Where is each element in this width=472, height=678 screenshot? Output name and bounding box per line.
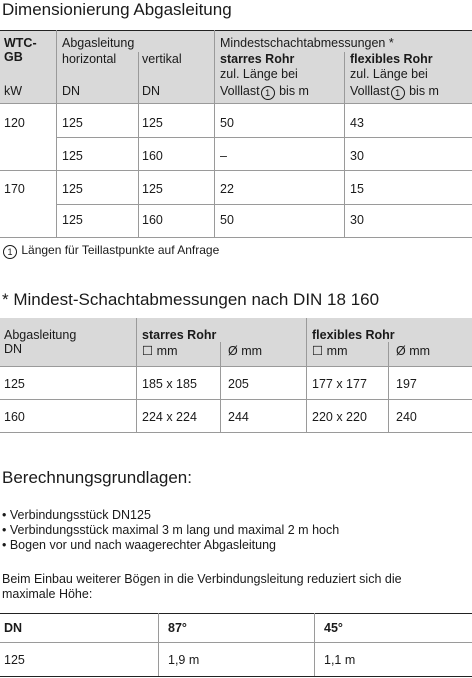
row-rule [0, 170, 472, 171]
list-item: • Bogen vor und nach waagerechter Abgasleitung [2, 538, 277, 552]
paragraph-line: maximale Höhe: [2, 587, 93, 601]
cell-horizontal: 125 [62, 182, 83, 196]
header-abgasleitung: Abgasleitung [4, 328, 77, 342]
table-top-rule [0, 30, 472, 31]
cell-flexibles: 43 [350, 116, 364, 130]
header-dn-horizontal: DN [62, 84, 81, 98]
cell-kw: 120 [4, 116, 25, 130]
header-87-degree: 87° [168, 621, 187, 635]
paragraph-line: Beim Einbau weiterer Bögen in die Verbindungsleitung reduziert sich die [2, 572, 402, 586]
cell-starres-diameter: 244 [228, 410, 249, 424]
col-divider [136, 318, 137, 432]
header-gb: GB [4, 50, 23, 64]
col-divider [56, 30, 57, 238]
col-divider [214, 30, 215, 238]
header-kw: kW [4, 84, 23, 98]
col-divider [138, 52, 139, 238]
cell-horizontal: 125 [62, 149, 83, 163]
header-horizontal: horizontal [62, 52, 117, 66]
col-divider [306, 318, 307, 432]
circled-one-icon: 1 [3, 245, 17, 259]
col-divider [314, 613, 315, 676]
col-divider [158, 613, 159, 676]
cell-dn: 125 [4, 377, 25, 391]
row-rule [56, 204, 472, 205]
row-rule [0, 432, 472, 433]
header-dn: DN [4, 342, 23, 356]
cell-starres-square: 185 x 185 [142, 377, 197, 391]
cell-87-degree: 1,9 m [168, 653, 200, 667]
cell-flexibles: 30 [350, 213, 364, 227]
cell-starres: 50 [220, 116, 234, 130]
table-top-rule [0, 613, 472, 614]
cell-45-degree: 1,1 m [324, 653, 356, 667]
header-mindestschacht: Mindestschachtabmessungen * [220, 36, 394, 50]
header-dn-vertikal: DN [142, 84, 161, 98]
section-title-dimensionierung: Dimensionierung Abgasleitung [2, 0, 232, 19]
cell-horizontal: 125 [62, 116, 83, 130]
header-dn: DN [4, 621, 23, 635]
table-header-rule [0, 103, 472, 104]
header-flexibles-rohr: flexibles Rohr [350, 52, 433, 66]
header-abgasleitung: Abgasleitung [62, 36, 135, 50]
circled-one-icon: 1 [261, 86, 275, 100]
header-diameter-mm: Ø mm [228, 344, 263, 358]
header-diameter-mm: Ø mm [396, 344, 431, 358]
cell-starres-diameter: 205 [228, 377, 249, 391]
cell-dn: 160 [4, 410, 25, 424]
header-wtc: WTC- [4, 36, 37, 50]
header-starres-rohr: starres Rohr [220, 52, 295, 66]
cell-vertikal: 125 [142, 182, 163, 196]
row-rule [56, 137, 472, 138]
footnote: 1 Längen für Teillastpunkte auf Anfrage [2, 243, 219, 259]
cell-flexibles: 30 [350, 149, 364, 163]
cell-flexibles-square: 220 x 220 [312, 410, 367, 424]
section-title-schachtabmessungen: * Mindest-Schachtabmessungen nach DIN 18 160 [2, 290, 380, 309]
cell-vertikal: 160 [142, 149, 163, 163]
col-divider [388, 342, 389, 432]
row-rule [0, 237, 472, 238]
section-title-berechnungsgrundlagen: Berechnungsgrundlagen: [2, 468, 192, 487]
cell-horizontal: 125 [62, 213, 83, 227]
header-volllast-2: Volllast 1 bis m [350, 84, 439, 98]
cell-vertikal: 160 [142, 213, 163, 227]
cell-flexibles-diameter: 197 [396, 377, 417, 391]
cell-starres: – [220, 149, 227, 163]
header-zul-laenge-2: zul. Länge bei [350, 67, 428, 81]
row-rule [0, 399, 472, 400]
col-divider [344, 52, 345, 238]
cell-starres: 50 [220, 213, 234, 227]
header-starres-rohr: starres Rohr [142, 328, 217, 342]
header-volllast-1: Volllast 1 bis m [220, 84, 309, 98]
cell-dn: 125 [4, 653, 25, 667]
cell-kw: 170 [4, 182, 25, 196]
cell-flexibles-square: 177 x 177 [312, 377, 367, 391]
list-item: • Verbindungsstück maximal 3 m lang und maximal 2 m hoch [2, 523, 340, 537]
cell-starres: 22 [220, 182, 234, 196]
cell-vertikal: 125 [142, 116, 163, 130]
header-vertikal: vertikal [142, 52, 182, 66]
col-divider [220, 342, 221, 432]
header-45-degree: 45° [324, 621, 343, 635]
header-flexibles-rohr: flexibles Rohr [312, 328, 395, 342]
table-header-rule [0, 366, 472, 367]
list-item: • Verbindungsstück DN125 [2, 508, 151, 522]
cell-starres-square: 224 x 224 [142, 410, 197, 424]
cell-flexibles: 15 [350, 182, 364, 196]
header-square-mm: ☐ mm [312, 344, 348, 358]
table-header-rule [0, 642, 472, 643]
circled-one-icon: 1 [391, 86, 405, 100]
cell-flexibles-diameter: 240 [396, 410, 417, 424]
header-square-mm: ☐ mm [142, 344, 178, 358]
table-header-background [0, 318, 472, 366]
header-zul-laenge-1: zul. Länge bei [220, 67, 298, 81]
table-bottom-rule [0, 676, 472, 677]
